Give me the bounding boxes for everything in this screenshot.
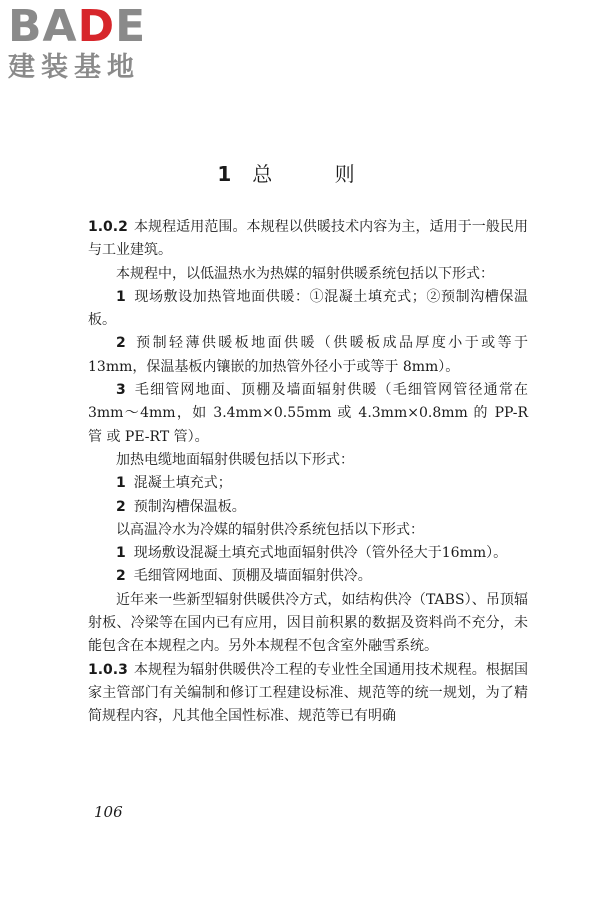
clause-1-0-2: 1.0.2 本规程适用范围。本规程以供暖技术内容为主，适用于一般民用与工业建筑。 [88, 219, 528, 259]
list-item: 2 预制沟槽保温板。 [116, 498, 246, 515]
list-item: 2 毛细管网地面、顶棚及墙面辐射供冷。 [116, 568, 372, 585]
paragraph: 以高温冷水为冷媒的辐射供冷系统包括以下形式： [116, 521, 424, 538]
logo [8, 1, 178, 84]
paragraph: 加热电缆地面辐射供暖包括以下形式： [116, 451, 354, 468]
list-item: 1 混凝土填充式； [116, 475, 232, 492]
body-text [88, 216, 528, 729]
list-item: 1 现场敷设加热管地面供暖：①混凝土填充式；②预制沟槽保温板。 [88, 288, 528, 329]
page-number: 106 [94, 803, 123, 821]
paragraph: 近年来一些新型辐射供暖供冷方式，如结构供冷（TABS）、吊顶辐射板、冷梁等在国内已有应用，因目前积累的数据及资料尚不充分，未能包含在本规程之内。另外本规程不包含室外融雪系统。 [88, 591, 528, 655]
logo-wordmark: BADE [8, 1, 147, 52]
list-item: 2 预制轻薄供暖板地面供暖（供暖板成品厚度小于或等于13mm，保温基板内镶嵌的加热管外径小于或等于 8mm）。 [88, 335, 528, 375]
chapter-name: 总 则 [252, 162, 383, 186]
logo-subtitle: 建装基地 [8, 52, 140, 83]
chapter-number: 1 [217, 162, 235, 186]
paragraph: 本规程中，以低温热水为热媒的辐射供暖系统包括以下形式： [116, 265, 494, 282]
chapter-title [0, 158, 600, 187]
list-item: 1 现场敷设混凝土填充式地面辐射供冷（管外径大于16mm）。 [116, 545, 508, 562]
list-item: 3 毛细管网地面、顶棚及墙面辐射供暖（毛细管网管径通常在 3mm～4mm，如 3.4mm×0.55mm 或 4.3mm×0.8mm 的 PP-R 管 或 PE-RT 管）。 [88, 382, 528, 445]
clause-1-0-3: 1.0.3 本规程为辐射供暖供冷工程的专业性全国通用技术规程。根据国家主管部门有关编制和修订工程建设标准、规范等的统一规划，为了精简规程内容，凡其他全国性标准、规范等已有明确 [88, 661, 528, 725]
